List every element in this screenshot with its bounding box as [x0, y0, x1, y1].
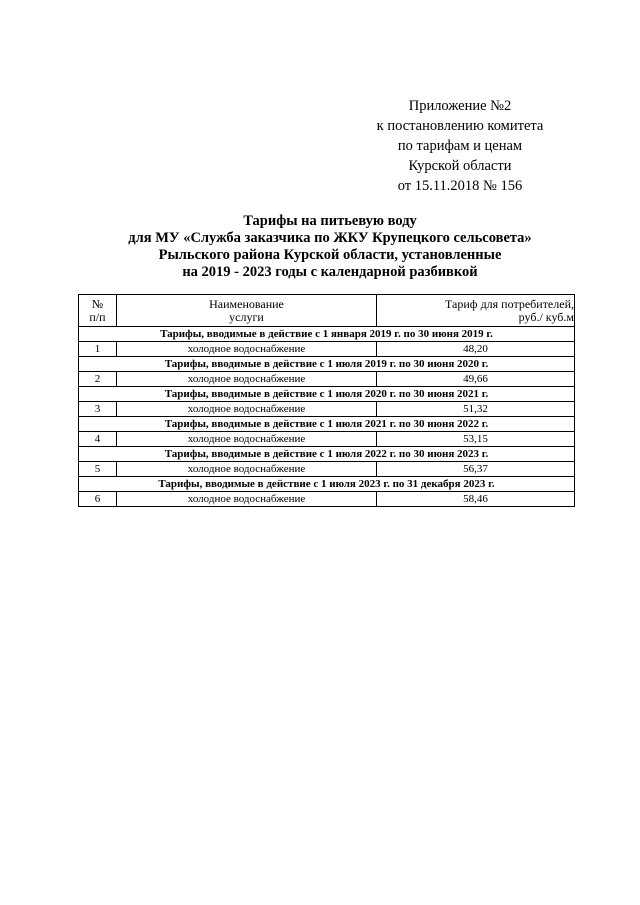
row-tariff: 48,20 — [377, 342, 575, 357]
row-tariff: 51,32 — [377, 402, 575, 417]
period-label: Тарифы, вводимые в действие с 1 января 2019 г. по 30 июня 2019 г. — [79, 327, 575, 342]
row-number: 1 — [79, 342, 117, 357]
period-label: Тарифы, вводимые в действие с 1 июля 2019 г. по 30 июня 2020 г. — [79, 357, 575, 372]
table-row — [79, 492, 575, 507]
title-line: для МУ «Служба заказчика по ЖКУ Крупецкого сельсовета» — [128, 230, 532, 246]
header-number — [79, 295, 117, 327]
row-number: 4 — [79, 432, 117, 447]
header-service-line2: услуги — [229, 309, 264, 324]
appendix-line: Курской области — [408, 158, 512, 174]
row-number: 3 — [79, 402, 117, 417]
row-tariff: 58,46 — [377, 492, 575, 507]
row-number: 2 — [79, 372, 117, 387]
period-label: Тарифы, вводимые в действие с 1 июля 2021 г. по 30 июня 2022 г. — [79, 417, 575, 432]
period-label: Тарифы, вводимые в действие с 1 июля 2022 г. по 30 июня 2023 г. — [79, 447, 575, 462]
table-row — [79, 342, 575, 357]
period-label: Тарифы, вводимые в действие с 1 июля 2020 г. по 30 июня 2021 г. — [79, 387, 575, 402]
appendix-line: к постановлению комитета — [376, 118, 544, 134]
header-number-line2: п/п — [89, 309, 106, 324]
appendix-line: Приложение №2 — [408, 98, 512, 114]
row-number: 6 — [79, 492, 117, 507]
row-tariff: 53,15 — [377, 432, 575, 447]
period-row — [79, 477, 575, 492]
period-row — [79, 447, 575, 462]
table-row — [79, 432, 575, 447]
appendix-block — [360, 96, 560, 196]
row-number: 5 — [79, 462, 117, 477]
row-tariff: 49,66 — [377, 372, 575, 387]
header-tariff — [377, 295, 575, 327]
table-row — [79, 402, 575, 417]
table-row — [79, 462, 575, 477]
header-service — [117, 295, 377, 327]
appendix-line: от 15.11.2018 № 156 — [397, 178, 523, 194]
document-title — [80, 213, 580, 281]
row-tariff: 56,37 — [377, 462, 575, 477]
period-row — [79, 357, 575, 372]
header-service-line1: Наименование — [209, 296, 284, 311]
header-tariff-line1: Тариф для потребителей, — [445, 296, 574, 311]
title-line: Рыльского района Курской области, установленные — [158, 247, 502, 263]
period-row — [79, 417, 575, 432]
period-label: Тарифы, вводимые в действие с 1 июля 2023 г. по 31 декабря 2023 г. — [79, 477, 575, 492]
appendix-line: по тарифам и ценам — [397, 138, 523, 154]
period-row — [79, 327, 575, 342]
tariff-table — [78, 294, 575, 507]
header-tariff-line2: руб./ куб.м — [518, 309, 574, 324]
row-service: холодное водоснабжение — [117, 372, 377, 387]
row-service: холодное водоснабжение — [117, 342, 377, 357]
row-service: холодное водоснабжение — [117, 402, 377, 417]
row-service: холодное водоснабжение — [117, 492, 377, 507]
period-row — [79, 387, 575, 402]
title-line: на 2019 - 2023 годы с календарной разбивкой — [182, 264, 478, 280]
table-header-row — [79, 295, 575, 327]
table-row — [79, 372, 575, 387]
header-number-line1: № — [91, 296, 104, 311]
row-service: холодное водоснабжение — [117, 462, 377, 477]
row-service: холодное водоснабжение — [117, 432, 377, 447]
title-line: Тарифы на питьевую воду — [243, 213, 417, 229]
